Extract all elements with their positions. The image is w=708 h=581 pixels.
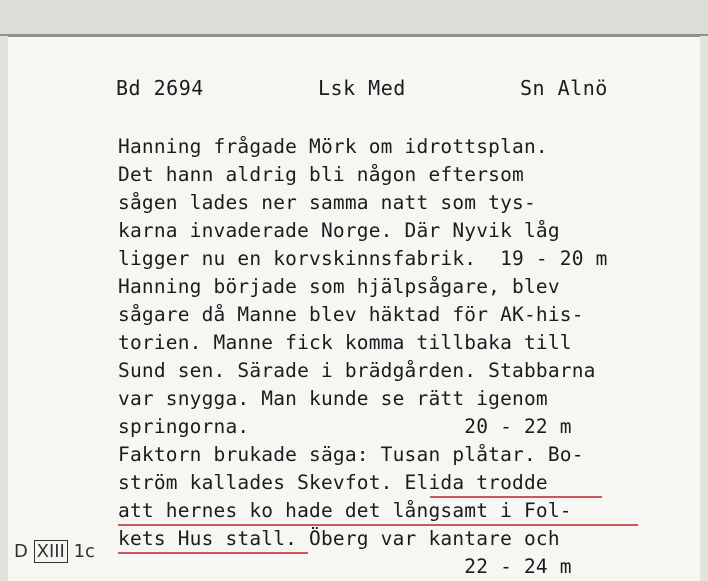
text-line: 22 - 24 m (118, 555, 572, 578)
card-top-edge (0, 0, 708, 36)
text-line: Sund sen. Särade i brädgården. Stabbarna (118, 359, 596, 382)
text-line: torien. Manne fick komma tillbaka till (118, 331, 572, 354)
text-line: var snygga. Man kunde se rätt igenom (118, 387, 548, 410)
text-line: sågare då Manne blev häktad för AK-his- (118, 303, 584, 326)
record-category: Lsk Med (318, 76, 406, 100)
text-line: kets Hus stall. Öberg var kantare och (118, 527, 560, 550)
text-line: ligger nu en korvskinnsfabrik. 19 - 20 m (118, 247, 608, 270)
record-id: Bd 2694 (116, 76, 204, 100)
card-left-edge (0, 36, 8, 581)
card-right-edge (700, 36, 708, 581)
text-line: Hanning frågade Mörk om idrottsplan. (118, 135, 548, 158)
margin-note-roman: XIII (34, 540, 68, 563)
text-line: att hernes ko hade det långsamt i Fol- (118, 499, 572, 522)
margin-note-prefix: D (14, 541, 28, 562)
card-top-rule (0, 34, 708, 37)
text-line: sågen lades ner samma natt som tys- (118, 191, 536, 214)
text-line: Hanning började som hjälpsågare, blev (118, 275, 560, 298)
text-line: ström kallades Skevfot. Elida trodde (118, 471, 548, 494)
record-parish: Sn Alnö (520, 76, 608, 100)
margin-note (14, 541, 95, 562)
text-line: Faktorn brukade säga: Tusan plåtar. Bo- (118, 443, 584, 466)
text-line: karna invaderade Norge. Där Nyvik låg (118, 219, 560, 242)
text-line: springorna. 20 - 22 m (118, 415, 572, 438)
pen-underline (118, 552, 308, 554)
pen-underline (118, 524, 638, 526)
pen-underline (430, 496, 602, 498)
margin-note-suffix: 1c (73, 541, 95, 562)
text-line: Det hann aldrig bli någon eftersom (118, 163, 524, 186)
